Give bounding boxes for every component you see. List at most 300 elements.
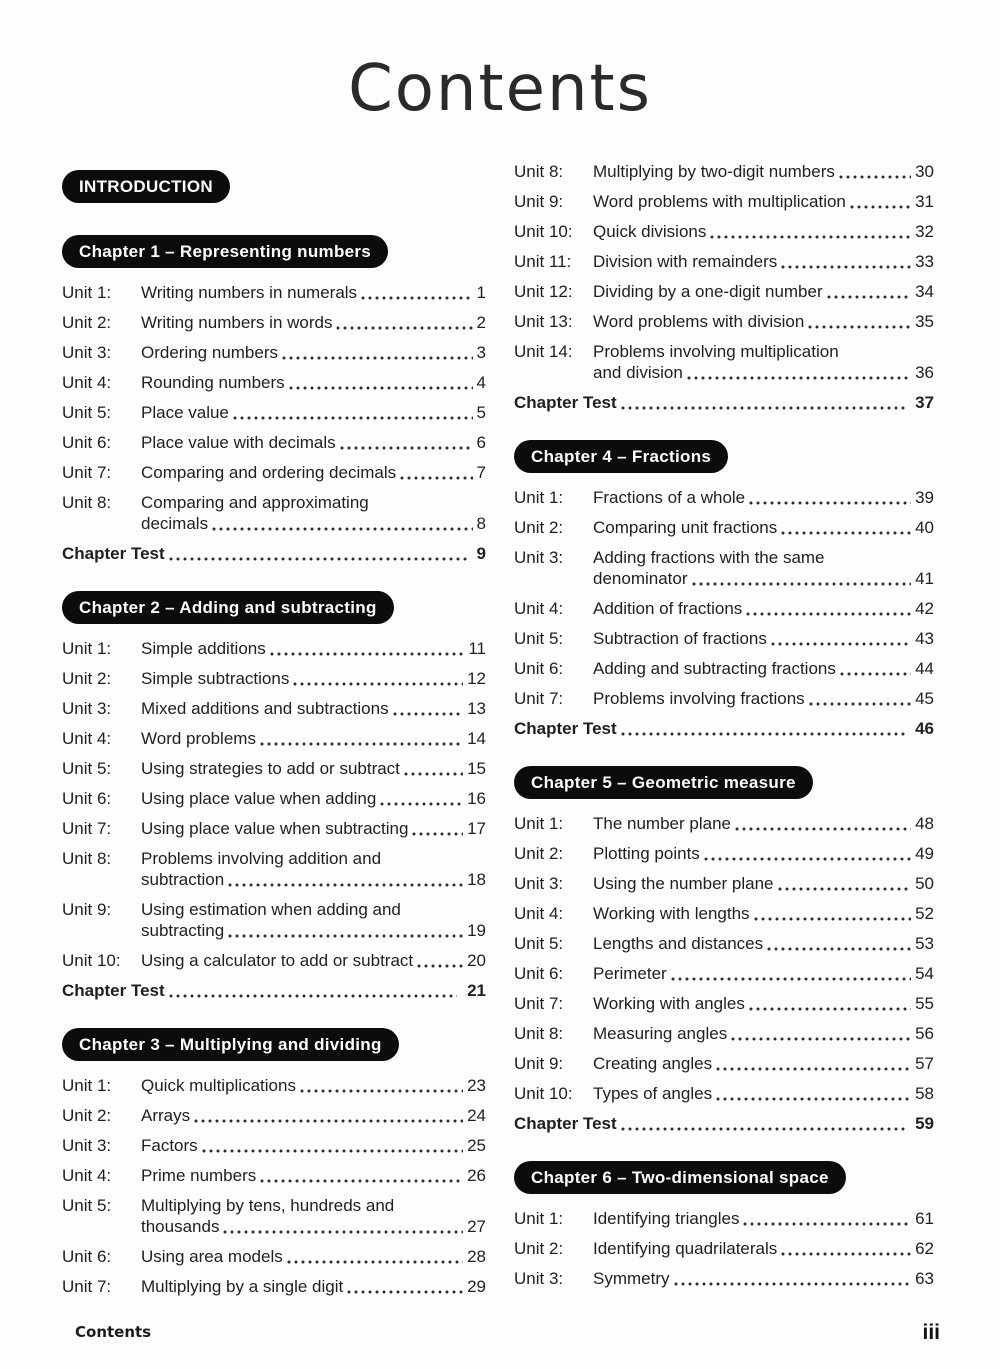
entry-last-line bbox=[593, 1209, 934, 1228]
entry-content bbox=[593, 222, 934, 241]
entry-title-line: Comparing and approximating bbox=[141, 493, 369, 512]
entry-title: subtraction bbox=[141, 870, 225, 889]
page-number: 7 bbox=[476, 463, 486, 482]
toc-entry bbox=[514, 659, 934, 678]
entry-title: Chapter Test bbox=[514, 1114, 617, 1133]
entry-last-line bbox=[593, 904, 934, 923]
entry-last-line bbox=[514, 719, 934, 738]
unit-label: Unit 1: bbox=[62, 639, 112, 658]
entry-content bbox=[593, 1054, 934, 1073]
toc-entry bbox=[514, 934, 934, 953]
entry-content bbox=[593, 689, 934, 708]
page-number: 44 bbox=[915, 659, 934, 678]
page-number: 9 bbox=[476, 544, 486, 563]
entry-title: Division with remainders bbox=[593, 252, 778, 271]
entry-title-line: Using estimation when adding and bbox=[141, 900, 401, 919]
entry-title: Word problems with division bbox=[593, 312, 805, 331]
unit-label: Unit 11: bbox=[514, 252, 572, 271]
unit-label: Unit 10: bbox=[514, 1084, 573, 1103]
entry-content bbox=[141, 343, 486, 362]
entry-title: Working with lengths bbox=[593, 904, 750, 923]
toc-entry bbox=[62, 789, 486, 808]
entry-last-line bbox=[593, 222, 934, 241]
page-number: 40 bbox=[915, 518, 934, 537]
unit-label: Unit 5: bbox=[514, 934, 564, 953]
entry-last-line bbox=[593, 162, 934, 181]
entry-content bbox=[141, 1277, 486, 1296]
entry-content bbox=[593, 342, 934, 382]
entry-title: The number plane bbox=[593, 814, 731, 833]
entry-title: thousands bbox=[141, 1217, 220, 1236]
entry-content bbox=[141, 900, 486, 940]
entry-content bbox=[141, 789, 486, 808]
entry-content bbox=[141, 849, 486, 889]
unit-label: Unit 5: bbox=[62, 759, 112, 778]
unit-label: Unit 10: bbox=[62, 951, 121, 970]
entry-content bbox=[593, 548, 934, 588]
toc-entry bbox=[514, 518, 934, 537]
chapter-test-entry bbox=[514, 719, 934, 738]
entry-title: Using place value when adding bbox=[141, 789, 377, 808]
toc-entry bbox=[514, 994, 934, 1013]
entry-title: Using the number plane bbox=[593, 874, 774, 893]
toc-entry bbox=[514, 1269, 934, 1288]
unit-label: Unit 7: bbox=[62, 1277, 112, 1296]
page-number: 24 bbox=[467, 1106, 486, 1125]
unit-label: Unit 5: bbox=[514, 629, 564, 648]
entry-content bbox=[593, 874, 934, 893]
entry-content bbox=[141, 1166, 486, 1185]
entry-title: Ordering numbers bbox=[141, 343, 279, 362]
entry-content bbox=[593, 964, 934, 983]
page-number: 1 bbox=[476, 283, 486, 302]
toc-entry bbox=[62, 1277, 486, 1296]
chapter-test-entry bbox=[514, 393, 934, 412]
entry-last-line bbox=[141, 283, 486, 302]
entry-title: Chapter Test bbox=[514, 393, 617, 412]
entry-content bbox=[141, 313, 486, 332]
entry-content bbox=[141, 729, 486, 748]
page-number: 25 bbox=[467, 1136, 486, 1155]
toc-entry bbox=[514, 599, 934, 618]
entry-title: Measuring angles bbox=[593, 1024, 728, 1043]
entry-content bbox=[593, 282, 934, 301]
unit-label: Unit 3: bbox=[514, 874, 564, 893]
entry-title: Identifying quadrilaterals bbox=[593, 1239, 778, 1258]
toc-entry bbox=[514, 548, 934, 588]
entry-content bbox=[141, 951, 486, 970]
footer-page-number: iii bbox=[922, 1321, 940, 1344]
unit-label: Unit 6: bbox=[62, 789, 112, 808]
toc-entry bbox=[62, 343, 486, 362]
entry-content bbox=[514, 1114, 934, 1133]
toc-entry bbox=[514, 1024, 934, 1043]
entry-title: decimals bbox=[141, 514, 209, 533]
entry-title: Using a calculator to add or subtract bbox=[141, 951, 414, 970]
page-number: 59 bbox=[915, 1114, 934, 1133]
entry-content bbox=[141, 1136, 486, 1155]
toc-entry bbox=[62, 403, 486, 422]
page-number: 16 bbox=[467, 789, 486, 808]
chapter-test-entry bbox=[514, 1114, 934, 1133]
entry-title: Addition of fractions bbox=[593, 599, 743, 618]
entry-title: Chapter Test bbox=[62, 981, 165, 1000]
page-number: 39 bbox=[915, 488, 934, 507]
toc-left-column bbox=[62, 170, 486, 1307]
footer-section-label: Contents bbox=[75, 1323, 152, 1341]
toc-entry bbox=[514, 689, 934, 708]
page-number: 13 bbox=[467, 699, 486, 718]
unit-label: Unit 4: bbox=[514, 904, 564, 923]
toc-entry bbox=[514, 814, 934, 833]
toc-entry bbox=[514, 1209, 934, 1228]
entry-title: Comparing unit fractions bbox=[593, 518, 778, 537]
entry-title: Creating angles bbox=[593, 1054, 713, 1073]
entry-content bbox=[62, 544, 486, 563]
entry-title: Using strategies to add or subtract bbox=[141, 759, 400, 778]
unit-label: Unit 14: bbox=[514, 342, 573, 361]
chapter-heading-pill: Chapter 3 – Multiplying and dividing bbox=[62, 1028, 399, 1061]
entry-title: Quick multiplications bbox=[141, 1076, 296, 1095]
entry-content bbox=[593, 488, 934, 507]
page-number: 46 bbox=[915, 719, 934, 738]
unit-label: Unit 5: bbox=[62, 403, 112, 422]
entry-content bbox=[141, 433, 486, 452]
entry-title: Adding and subtracting fractions bbox=[593, 659, 836, 678]
entry-title: Prime numbers bbox=[141, 1166, 257, 1185]
unit-label: Unit 4: bbox=[62, 729, 112, 748]
toc-entry bbox=[62, 283, 486, 302]
entry-last-line bbox=[62, 544, 486, 563]
page-number: 26 bbox=[467, 1166, 486, 1185]
entry-content bbox=[593, 904, 934, 923]
entry-title: Identifying triangles bbox=[593, 1209, 740, 1228]
entry-title: Dividing by a one-digit number bbox=[593, 282, 823, 301]
entry-title: Arrays bbox=[141, 1106, 191, 1125]
unit-label: Unit 1: bbox=[514, 1209, 564, 1228]
entry-last-line bbox=[141, 729, 486, 748]
unit-label: Unit 9: bbox=[514, 192, 564, 211]
entry-last-line bbox=[593, 814, 934, 833]
entry-content bbox=[593, 252, 934, 271]
unit-label: Unit 8: bbox=[514, 1024, 564, 1043]
toc-entry bbox=[62, 493, 486, 533]
entry-title: Fractions of a whole bbox=[593, 488, 746, 507]
entry-last-line bbox=[141, 951, 486, 970]
toc-entry bbox=[62, 669, 486, 688]
entry-last-line bbox=[141, 639, 486, 658]
entry-content bbox=[593, 518, 934, 537]
chapter-heading-pill: INTRODUCTION bbox=[62, 170, 230, 203]
unit-label: Unit 1: bbox=[62, 283, 112, 302]
unit-label: Unit 1: bbox=[514, 814, 564, 833]
entry-title: Comparing and ordering decimals bbox=[141, 463, 397, 482]
entry-title: Writing numbers in words bbox=[141, 313, 333, 332]
toc-entry bbox=[62, 951, 486, 970]
toc-entry bbox=[62, 313, 486, 332]
entry-last-line bbox=[593, 964, 934, 983]
entry-content bbox=[141, 463, 486, 482]
entry-content bbox=[62, 981, 486, 1000]
entry-last-line bbox=[141, 921, 486, 940]
page-number: 29 bbox=[467, 1277, 486, 1296]
entry-last-line bbox=[593, 518, 934, 537]
toc-entry bbox=[62, 639, 486, 658]
toc-entry bbox=[514, 1054, 934, 1073]
toc-entry bbox=[62, 433, 486, 452]
entry-content bbox=[514, 393, 934, 412]
entry-content bbox=[514, 719, 934, 738]
entry-content bbox=[593, 844, 934, 863]
entry-content bbox=[141, 639, 486, 658]
toc-entry bbox=[62, 900, 486, 940]
entry-last-line bbox=[593, 994, 934, 1013]
chapter-test-entry bbox=[62, 544, 486, 563]
entry-title: Types of angles bbox=[593, 1084, 713, 1103]
entry-content bbox=[593, 659, 934, 678]
entry-last-line bbox=[593, 874, 934, 893]
entry-last-line bbox=[141, 1217, 486, 1236]
entry-title: denominator bbox=[593, 569, 688, 588]
entry-last-line bbox=[514, 1114, 934, 1133]
toc-entry bbox=[514, 252, 934, 271]
toc-entry bbox=[62, 1196, 486, 1236]
page-number: 53 bbox=[915, 934, 934, 953]
entry-last-line bbox=[141, 1247, 486, 1266]
entry-last-line bbox=[141, 1076, 486, 1095]
unit-label: Unit 8: bbox=[514, 162, 564, 181]
page-number: 34 bbox=[915, 282, 934, 301]
unit-label: Unit 4: bbox=[62, 1166, 112, 1185]
entry-content bbox=[141, 669, 486, 688]
entry-title: Place value with decimals bbox=[141, 433, 336, 452]
entry-title: Simple subtractions bbox=[141, 669, 290, 688]
toc-entry bbox=[62, 849, 486, 889]
entry-title: Rounding numbers bbox=[141, 373, 285, 392]
entry-last-line bbox=[593, 282, 934, 301]
entry-last-line bbox=[141, 819, 486, 838]
entry-last-line bbox=[593, 659, 934, 678]
unit-label: Unit 3: bbox=[62, 343, 112, 362]
unit-label: Unit 2: bbox=[62, 1106, 112, 1125]
unit-label: Unit 6: bbox=[514, 659, 564, 678]
toc-entry bbox=[514, 964, 934, 983]
entry-content bbox=[593, 1024, 934, 1043]
entry-content bbox=[141, 1106, 486, 1125]
unit-label: Unit 8: bbox=[62, 849, 112, 868]
page-number: 20 bbox=[467, 951, 486, 970]
chapter-heading-pill: Chapter 6 – Two-dimensional space bbox=[514, 1161, 846, 1194]
toc-entry bbox=[62, 463, 486, 482]
entry-last-line bbox=[593, 252, 934, 271]
unit-label: Unit 1: bbox=[514, 488, 564, 507]
page-number: 43 bbox=[915, 629, 934, 648]
unit-label: Unit 9: bbox=[62, 900, 112, 919]
entry-last-line bbox=[593, 1269, 934, 1288]
chapter-heading-pill: Chapter 4 – Fractions bbox=[514, 440, 728, 473]
entry-last-line bbox=[593, 192, 934, 211]
entry-last-line bbox=[141, 789, 486, 808]
toc-entry bbox=[514, 162, 934, 181]
page-number: 52 bbox=[915, 904, 934, 923]
unit-label: Unit 3: bbox=[514, 1269, 564, 1288]
entry-last-line bbox=[141, 313, 486, 332]
page-number: 61 bbox=[915, 1209, 934, 1228]
chapter-heading-pill: Chapter 2 – Adding and subtracting bbox=[62, 591, 394, 624]
page-number: 63 bbox=[915, 1269, 934, 1288]
page-number: 42 bbox=[915, 599, 934, 618]
entry-content bbox=[593, 1084, 934, 1103]
entry-last-line bbox=[593, 689, 934, 708]
page-number: 17 bbox=[467, 819, 486, 838]
entry-title-line: Problems involving multiplication bbox=[593, 342, 839, 361]
entry-content bbox=[141, 819, 486, 838]
toc-entry bbox=[514, 629, 934, 648]
page-number: 19 bbox=[467, 921, 486, 940]
unit-label: Unit 2: bbox=[62, 669, 112, 688]
page-number: 37 bbox=[915, 393, 934, 412]
entry-last-line bbox=[141, 669, 486, 688]
entry-content bbox=[141, 1076, 486, 1095]
entry-title-line: Multiplying by tens, hundreds and bbox=[141, 1196, 395, 1215]
chapter-heading-pill: Chapter 1 – Representing numbers bbox=[62, 235, 388, 268]
page-number: 45 bbox=[915, 689, 934, 708]
entry-content bbox=[593, 599, 934, 618]
entry-last-line bbox=[593, 569, 934, 588]
entry-last-line bbox=[593, 1239, 934, 1258]
entry-content bbox=[141, 373, 486, 392]
unit-label: Unit 7: bbox=[62, 819, 112, 838]
entry-content bbox=[141, 699, 486, 718]
entry-last-line bbox=[141, 1277, 486, 1296]
entry-last-line bbox=[141, 1166, 486, 1185]
unit-label: Unit 2: bbox=[62, 313, 112, 332]
page-number: 54 bbox=[915, 964, 934, 983]
entry-title: Multiplying by two-digit numbers bbox=[593, 162, 835, 181]
entry-last-line bbox=[141, 463, 486, 482]
unit-label: Unit 12: bbox=[514, 282, 573, 301]
entry-last-line bbox=[593, 1024, 934, 1043]
entry-title: Using area models bbox=[141, 1247, 283, 1266]
page-number: 21 bbox=[467, 981, 486, 1000]
entry-last-line bbox=[593, 934, 934, 953]
toc-entry bbox=[514, 904, 934, 923]
page-number: 18 bbox=[467, 870, 486, 889]
toc-entry bbox=[514, 342, 934, 382]
entry-content bbox=[593, 1269, 934, 1288]
entry-last-line bbox=[593, 629, 934, 648]
entry-content bbox=[593, 192, 934, 211]
entry-title: Subtraction of fractions bbox=[593, 629, 767, 648]
page-number: 12 bbox=[467, 669, 486, 688]
toc-entry bbox=[514, 222, 934, 241]
unit-label: Unit 8: bbox=[62, 493, 112, 512]
page-number: 23 bbox=[467, 1076, 486, 1095]
page-number: 2 bbox=[476, 313, 486, 332]
unit-label: Unit 2: bbox=[514, 1239, 564, 1258]
entry-title: Simple additions bbox=[141, 639, 266, 658]
entry-last-line bbox=[141, 373, 486, 392]
entry-content bbox=[141, 403, 486, 422]
unit-label: Unit 3: bbox=[62, 1136, 112, 1155]
page-number: 4 bbox=[476, 373, 486, 392]
page-number: 62 bbox=[915, 1239, 934, 1258]
page-number: 41 bbox=[915, 569, 934, 588]
unit-label: Unit 2: bbox=[514, 844, 564, 863]
toc-entry bbox=[514, 312, 934, 331]
entry-title: Problems involving fractions bbox=[593, 689, 805, 708]
entry-title: Place value bbox=[141, 403, 229, 422]
entry-title-line: Adding fractions with the same bbox=[593, 548, 825, 567]
entry-title: Plotting points bbox=[593, 844, 700, 863]
entry-last-line bbox=[141, 1106, 486, 1125]
entry-title: Using place value when subtracting bbox=[141, 819, 409, 838]
entry-title: Word problems bbox=[141, 729, 256, 748]
entry-content bbox=[141, 1196, 486, 1236]
toc-entry bbox=[62, 1166, 486, 1185]
entry-content bbox=[593, 312, 934, 331]
unit-label: Unit 3: bbox=[62, 699, 112, 718]
unit-label: Unit 9: bbox=[514, 1054, 564, 1073]
unit-label: Unit 6: bbox=[514, 964, 564, 983]
toc-entry bbox=[514, 1239, 934, 1258]
entry-content bbox=[593, 162, 934, 181]
toc-entry bbox=[62, 699, 486, 718]
entry-last-line bbox=[141, 403, 486, 422]
unit-label: Unit 4: bbox=[514, 599, 564, 618]
entry-content bbox=[593, 994, 934, 1013]
entry-title: Chapter Test bbox=[514, 719, 617, 738]
entry-title: Perimeter bbox=[593, 964, 667, 983]
page-number: 33 bbox=[915, 252, 934, 271]
entry-last-line bbox=[514, 393, 934, 412]
toc-entry bbox=[62, 1106, 486, 1125]
entry-last-line bbox=[593, 363, 934, 382]
entry-title-line: Problems involving addition and bbox=[141, 849, 382, 868]
unit-label: Unit 7: bbox=[514, 689, 564, 708]
entry-title: Lengths and distances bbox=[593, 934, 764, 953]
entry-last-line bbox=[141, 870, 486, 889]
entry-title: Factors bbox=[141, 1136, 198, 1155]
page-number: 15 bbox=[467, 759, 486, 778]
unit-label: Unit 4: bbox=[62, 373, 112, 392]
entry-last-line bbox=[593, 599, 934, 618]
toc-entry bbox=[514, 192, 934, 211]
toc-entry bbox=[62, 729, 486, 748]
unit-label: Unit 3: bbox=[514, 548, 564, 567]
entry-content bbox=[593, 1239, 934, 1258]
toc-entry bbox=[62, 759, 486, 778]
page-number: 30 bbox=[915, 162, 934, 181]
toc-right-column bbox=[514, 162, 934, 1299]
toc-entry bbox=[62, 819, 486, 838]
toc-entry bbox=[514, 282, 934, 301]
entry-content bbox=[141, 283, 486, 302]
entry-last-line bbox=[593, 312, 934, 331]
entry-content bbox=[593, 934, 934, 953]
entry-title: Working with angles bbox=[593, 994, 745, 1013]
page-number: 32 bbox=[915, 222, 934, 241]
entry-last-line bbox=[141, 343, 486, 362]
entry-last-line bbox=[141, 699, 486, 718]
entry-content bbox=[141, 1247, 486, 1266]
page-number: 31 bbox=[915, 192, 934, 211]
entry-title: Multiplying by a single digit bbox=[141, 1277, 344, 1296]
unit-label: Unit 5: bbox=[62, 1196, 112, 1215]
entry-title: Word problems with multiplication bbox=[593, 192, 846, 211]
unit-label: Unit 7: bbox=[62, 463, 112, 482]
entry-content bbox=[593, 629, 934, 648]
